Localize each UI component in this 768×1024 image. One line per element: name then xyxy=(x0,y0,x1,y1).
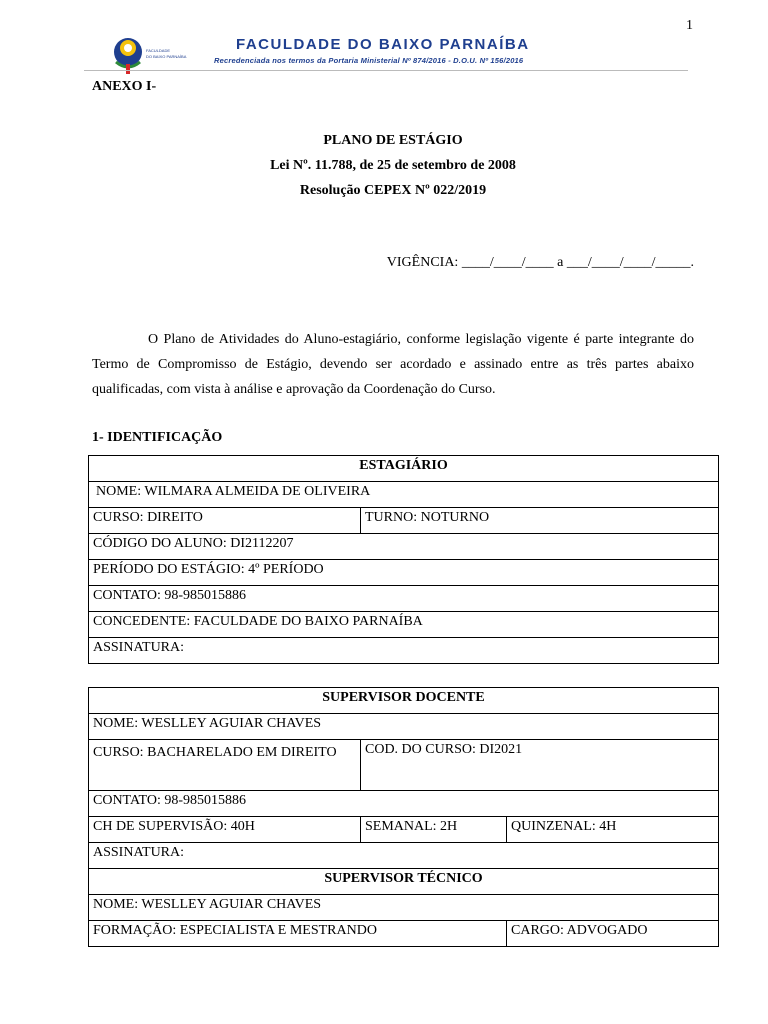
estagiario-curso: CURSO: DIREITO xyxy=(89,508,361,534)
table-row xyxy=(89,612,719,638)
supervisor-docente-ch: CH DE SUPERVISÃO: 40H xyxy=(89,817,361,843)
supervisor-docente-contato: CONTATO: 98-985015886 xyxy=(89,791,719,817)
supervisor-tecnico-heading: SUPERVISOR TÉCNICO xyxy=(89,869,719,895)
intro-paragraph: O Plano de Atividades do Aluno-estagiário, conforme legislação vigente é parte integrante do Termo de Compromisso de Estágio, devendo ser acordado e assinado entre as três partes abaixo qualificadas, com vista à análise e aprovação da Coordenação do Curso. xyxy=(92,332,694,397)
supervisor-tecnico-nome: NOME: WESLLEY AGUIAR CHAVES xyxy=(89,895,719,921)
supervisor-docente-cod-curso: COD. DO CURSO: DI2021 xyxy=(361,740,719,791)
supervisor-tecnico-formacao: FORMAÇÃO: ESPECIALISTA E MESTRANDO xyxy=(89,921,507,947)
estagiario-assinatura: ASSINATURA: xyxy=(89,638,719,664)
supervisor-docente-nome: NOME: WESLLEY AGUIAR CHAVES xyxy=(89,714,719,740)
table-row xyxy=(89,586,719,612)
table-row xyxy=(89,688,719,714)
estagiario-turno: TURNO: NOTURNO xyxy=(361,508,719,534)
supervisor-docente-heading: SUPERVISOR DOCENTE xyxy=(89,688,719,714)
estagiario-nome: NOME: WILMARA ALMEIDA DE OLIVEIRA xyxy=(89,482,719,508)
estagiario-periodo: PERÍODO DO ESTÁGIO: 4º PERÍODO xyxy=(89,560,719,586)
document-title-block xyxy=(0,128,768,203)
table-row xyxy=(89,921,719,947)
supervisor-table xyxy=(88,687,719,947)
resolution-reference: Resolução CEPEX Nº 022/2019 xyxy=(299,183,487,198)
table-row xyxy=(89,508,719,534)
table-row xyxy=(89,791,719,817)
supervisor-docente-quinzenal: QUINZENAL: 4H xyxy=(507,817,719,843)
section-title: 1- IDENTIFICAÇÃO xyxy=(92,430,223,445)
estagiario-concedente: CONCEDENTE: FACULDADE DO BAIXO PARNAÍBA xyxy=(89,612,719,638)
estagiario-table xyxy=(88,455,719,664)
table-row xyxy=(89,817,719,843)
table-row xyxy=(89,638,719,664)
supervisor-docente-curso: CURSO: BACHARELADO EM DIREITO xyxy=(89,740,361,791)
supervisor-docente-assinatura: ASSINATURA: xyxy=(89,843,719,869)
vigencia-line: VIGÊNCIA: ____/____/____ a ___/____/____/_____. xyxy=(386,255,694,270)
svg-text:FACULDADE: FACULDADE xyxy=(146,48,171,53)
document-title: PLANO DE ESTÁGIO xyxy=(323,133,463,148)
table-row xyxy=(89,482,719,508)
estagiario-contato: CONTATO: 98-985015886 xyxy=(89,586,719,612)
table-row xyxy=(89,869,719,895)
header-divider xyxy=(84,70,688,71)
institution-subtitle: Recredenciada nos termos da Portaria Ministerial Nº 874/2016 - D.O.U. Nº 156/2016 xyxy=(214,56,524,65)
svg-text:DO BAIXO PARNAÍBA: DO BAIXO PARNAÍBA xyxy=(146,54,187,59)
table-row xyxy=(89,740,719,791)
table-row xyxy=(89,895,719,921)
law-reference: Lei Nº. 11.788, de 25 de setembro de 2008 xyxy=(270,158,516,173)
table-row xyxy=(89,560,719,586)
college-logo xyxy=(108,28,196,76)
table-row xyxy=(89,534,719,560)
page-number: 1 xyxy=(686,18,693,33)
estagiario-heading: ESTAGIÁRIO xyxy=(89,456,719,482)
supervisor-docente-semanal: SEMANAL: 2H xyxy=(361,817,507,843)
institution-name: FACULDADE DO BAIXO PARNAÍBA xyxy=(236,36,530,53)
estagiario-codigo: CÓDIGO DO ALUNO: DI2112207 xyxy=(89,534,719,560)
table-row xyxy=(89,456,719,482)
table-row xyxy=(89,714,719,740)
supervisor-tecnico-cargo: CARGO: ADVOGADO xyxy=(507,921,719,947)
table-row xyxy=(89,843,719,869)
annex-label: ANEXO I- xyxy=(92,79,157,94)
